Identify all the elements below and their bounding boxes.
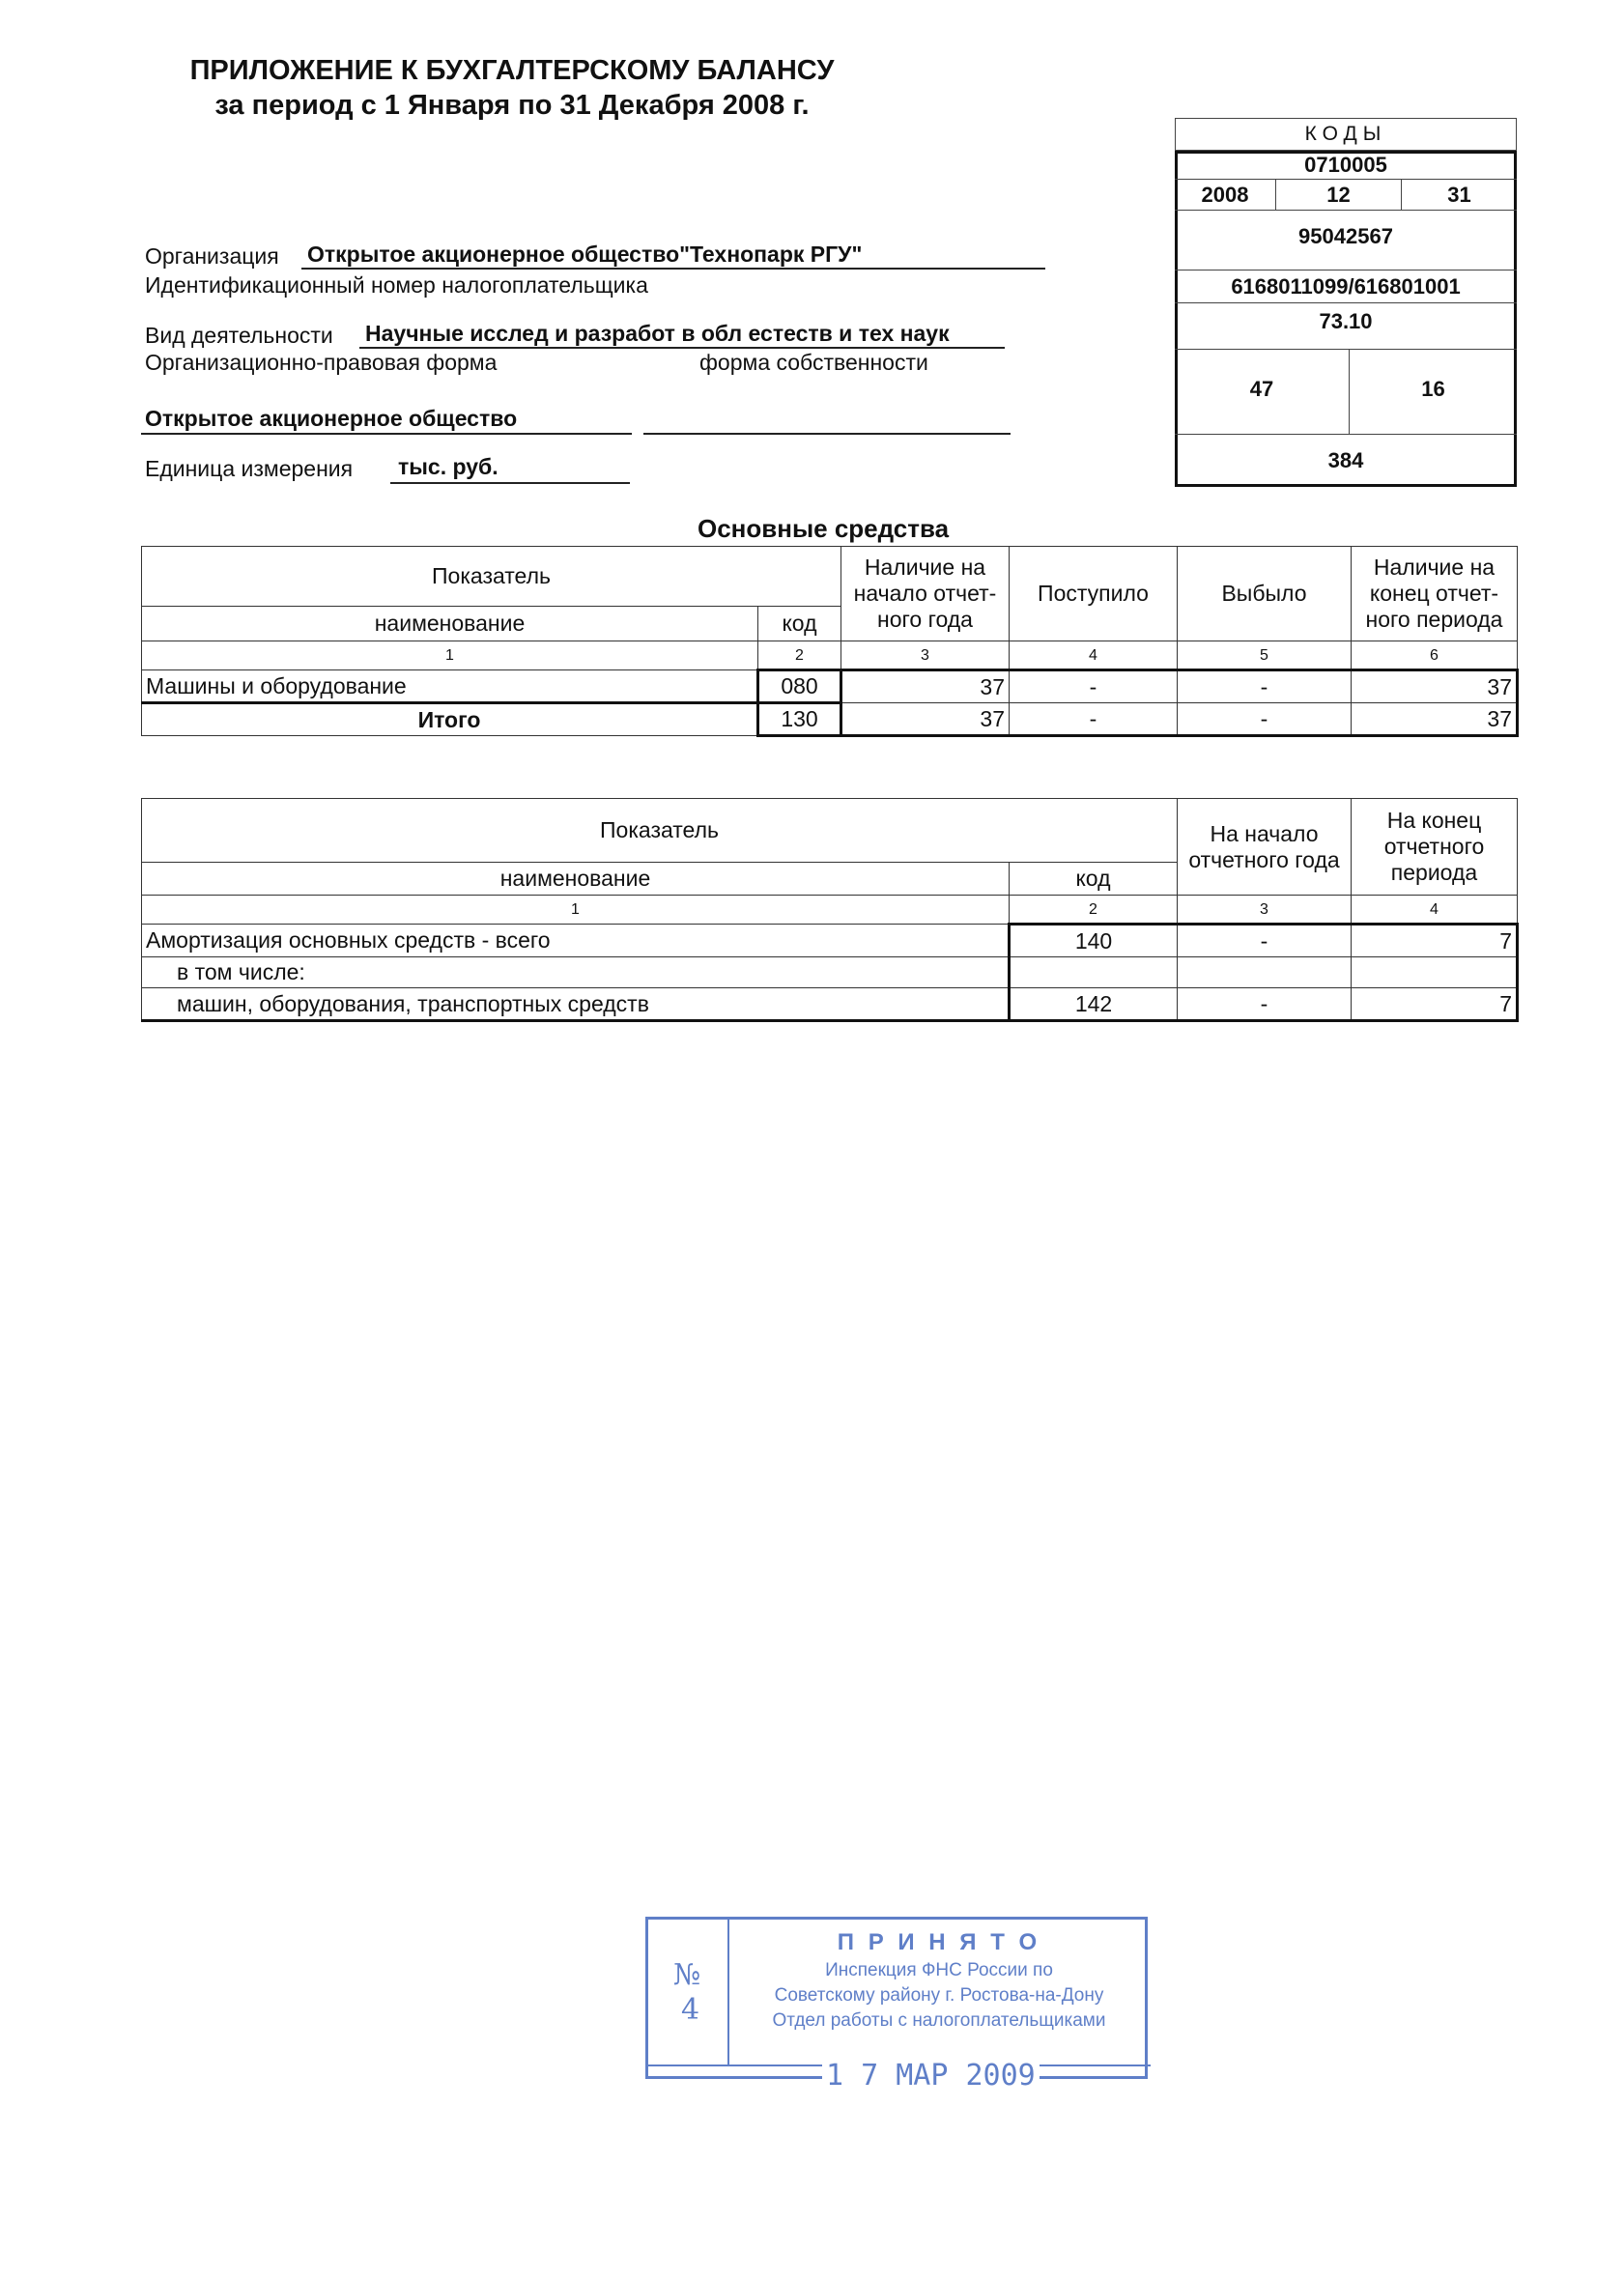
legal-form-value: Открытое акционерное общество bbox=[145, 406, 518, 431]
activity-label: Вид деятельности bbox=[145, 323, 333, 348]
legal-form-label: Организационно-правовая форма bbox=[145, 350, 498, 375]
fixed-assets-table bbox=[141, 546, 1519, 737]
table-row bbox=[142, 988, 1518, 1021]
okfs-code: 16 bbox=[1350, 350, 1517, 435]
org-underline bbox=[301, 268, 1045, 270]
inn-code: 6168011099/616801001 bbox=[1175, 271, 1517, 303]
okei-code: 384 bbox=[1327, 448, 1364, 472]
stamp-line-2: Инспекция ФНС России по bbox=[825, 1960, 1053, 1980]
t2-num-4: 4 bbox=[1352, 896, 1518, 925]
unit-underline bbox=[390, 482, 630, 484]
t1-row2-end: 37 bbox=[1352, 703, 1518, 736]
t2-h-start: На начало отчетного года bbox=[1178, 799, 1352, 896]
ownership-label: форма собственности bbox=[699, 350, 928, 375]
t2-row1-name: Амортизация основных средств - всего bbox=[142, 925, 1010, 957]
t1-num-4: 4 bbox=[1010, 641, 1178, 670]
okpo-code: 95042567 bbox=[1175, 211, 1517, 271]
activity-value: Научные исслед и разработ в обл естеств и тех наук bbox=[365, 321, 950, 346]
t1-h-disposed: Выбыло bbox=[1178, 547, 1352, 641]
org-name: Открытое акционерное общество"Технопарк РГУ" bbox=[307, 242, 863, 267]
t1-row1-name: Машины и оборудование bbox=[142, 670, 758, 703]
t1-row2-disposed: - bbox=[1178, 703, 1352, 736]
t2-row3-code: 142 bbox=[1010, 988, 1178, 1021]
activity-underline bbox=[359, 347, 1005, 349]
codes-header: КОДЫ bbox=[1175, 118, 1517, 151]
stamp-line-4: Отдел работы с налогоплательщиками bbox=[772, 2010, 1106, 2031]
t1-row1-disposed: - bbox=[1178, 670, 1352, 703]
date-month: 12 bbox=[1276, 180, 1402, 211]
t2-h-end: На конец отчетного периода bbox=[1352, 799, 1518, 896]
t1-row2-start: 37 bbox=[841, 703, 1010, 736]
okud-code: 0710005 bbox=[1175, 151, 1517, 180]
t1-num-5: 5 bbox=[1178, 641, 1352, 670]
t1-h-name: наименование bbox=[142, 607, 758, 641]
t1-row2-received: - bbox=[1010, 703, 1178, 736]
t2-num-1: 1 bbox=[142, 896, 1010, 925]
t1-row1-start: 37 bbox=[841, 670, 1010, 703]
tax-office-stamp bbox=[645, 1917, 1148, 2093]
stamp-line-3: Советскому району г. Ростова-на-Дону bbox=[774, 1985, 1104, 2006]
t2-h-name: наименование bbox=[142, 863, 1010, 896]
table-row bbox=[142, 703, 1518, 736]
t1-h-start: Наличие на начало отчет-ного года bbox=[841, 547, 1010, 641]
t1-num-2: 2 bbox=[758, 641, 841, 670]
t2-h-code: код bbox=[1010, 863, 1178, 896]
t1-row1-end: 37 bbox=[1352, 670, 1518, 703]
legal-form-underline bbox=[141, 433, 632, 435]
t1-h-received: Поступило bbox=[1010, 547, 1178, 641]
t2-num-2: 2 bbox=[1010, 896, 1178, 925]
t1-num-3: 3 bbox=[841, 641, 1010, 670]
t1-h-code: код bbox=[758, 607, 841, 641]
stamp-date: 1 7 МАР 2009 bbox=[822, 2059, 1040, 2093]
date-year: 2008 bbox=[1175, 180, 1276, 211]
t2-row2-code bbox=[1010, 957, 1178, 988]
date-day: 31 bbox=[1402, 180, 1517, 211]
t2-row1-start: - bbox=[1178, 925, 1352, 957]
okved-code: 73.10 bbox=[1175, 303, 1517, 350]
t1-row1-code: 080 bbox=[758, 670, 841, 703]
org-label: Организация bbox=[145, 243, 279, 269]
unit-value: тыс. руб. bbox=[398, 454, 499, 479]
document-title: ПРИЛОЖЕНИЕ К БУХГАЛТЕРСКОМУ БАЛАНСУ bbox=[189, 55, 835, 86]
table1-title: Основные средства bbox=[698, 514, 950, 543]
stamp-no-value: 4 bbox=[681, 1993, 700, 2027]
t2-row3-start: - bbox=[1178, 988, 1352, 1021]
okopf-code: 47 bbox=[1175, 350, 1350, 435]
taxid-label: Идентификационный номер налогоплательщика bbox=[145, 272, 648, 298]
t2-row2-end bbox=[1352, 957, 1518, 988]
t1-row2-name: Итого bbox=[142, 703, 758, 736]
table-row bbox=[142, 670, 1518, 703]
t2-row1-end: 7 bbox=[1352, 925, 1518, 957]
t1-h-end: Наличие на конец отчет-ного периода bbox=[1352, 547, 1518, 641]
t2-h-indicator: Показатель bbox=[142, 799, 1178, 863]
t1-row2-code: 130 bbox=[758, 703, 841, 736]
table-row bbox=[142, 957, 1518, 988]
stamp-title: П Р И Н Я Т О bbox=[837, 1929, 1041, 1955]
t2-row3-end: 7 bbox=[1352, 988, 1518, 1021]
t2-row1-code: 140 bbox=[1010, 925, 1178, 957]
t1-num-6: 6 bbox=[1352, 641, 1518, 670]
t1-num-1: 1 bbox=[142, 641, 758, 670]
t1-h-indicator: Показатель bbox=[142, 547, 841, 607]
t2-num-3: 3 bbox=[1178, 896, 1352, 925]
t2-row3-name: машин, оборудования, транспортных средств bbox=[142, 988, 1010, 1021]
depreciation-table bbox=[141, 798, 1519, 1022]
report-period: за период с 1 Января по 31 Декабря 2008 г. bbox=[214, 90, 810, 121]
unit-label: Единица измерения bbox=[145, 456, 354, 481]
t1-row1-received: - bbox=[1010, 670, 1178, 703]
t2-row2-name: в том числе: bbox=[142, 957, 1010, 988]
table-row bbox=[142, 925, 1518, 957]
ownership-underline bbox=[643, 433, 1011, 435]
stamp-no-label: № bbox=[673, 1958, 701, 1992]
t2-row2-start bbox=[1178, 957, 1352, 988]
